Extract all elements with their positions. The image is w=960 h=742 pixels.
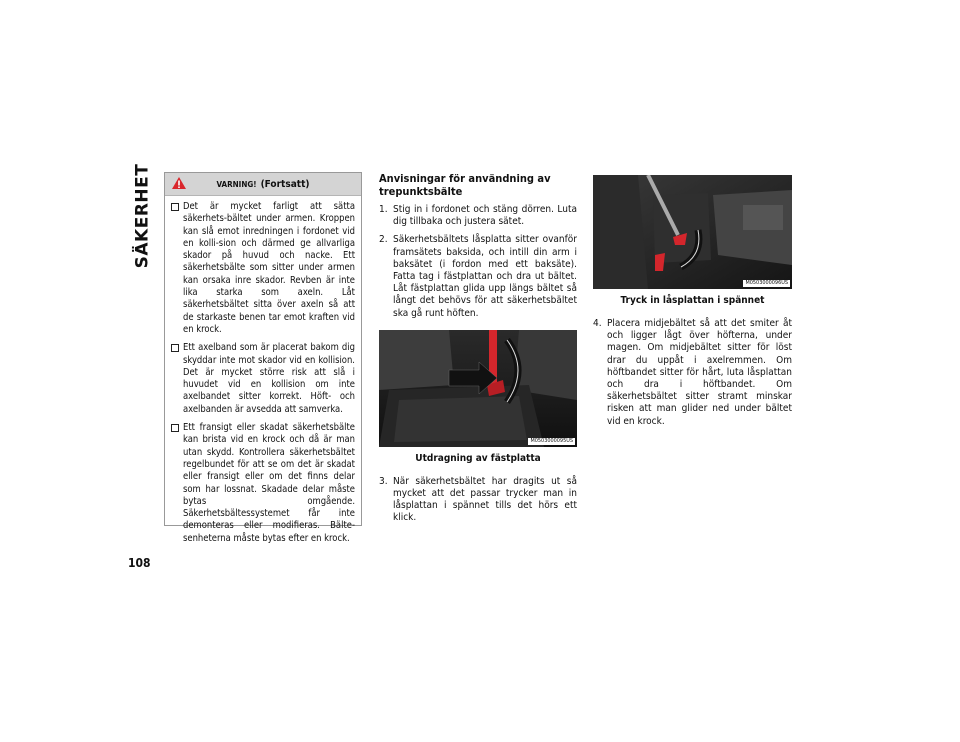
step-1: 1. Stig in i fordonet och stäng dörren. Luta dig tillbaka och justera sätet. [379,204,577,228]
figure-pull-latch [379,330,577,464]
side-tab [128,163,156,269]
warning-box [164,172,362,544]
section-title: Anvisningar för användning av trepunktsbälte [379,172,551,198]
page-number: 108 [128,556,151,570]
column-right [593,175,792,434]
warning-item: Det är mycket farligt att sätta säkerhets-bältet under armen. Kroppen kan slå emot inredningen i fordonet vid en kolli-sion och därmed ge allvarliga skador på huvud och nacke. Ett säkerhetsbälte som sitter under armen kan orsaka inre skador. Revben är inte lika starka som axeln. Låt säkerhetsbältet sitta över axeln så att de starkaste benen tar emot kraften vid en krock. [171,201,355,336]
warning-item: Ett fransigt eller skadat säkerhetsbälte kan brista vid en krock och då är man utan skydd. Kontrollera säkerhetsbältet regelbundet för att se om det är skadat eller fransigt eller om det finns delar som har lossnat. Skadade delar måste bytas omgående. Säkerhetsbältessystemet får inte demonteras eller modifieras. Bälte-senheterna måste bytas efter en krock. [171,422,355,545]
step-4: 4. Placera midjebältet så att det smiter åt och ligger lågt över höfterna, under magen. Om midjebältet sitter för löst drar du uppåt i axelremmen. Om höftbandet sitter för hårt, luta låsplattan och dra i höftbandet. Om säkerhetsbältet sitter stramt minskar risken att man glider ned under bältet vid en krock. [593,318,792,427]
warning-item: Ett axelband som är placerat bakom dig skyddar inte mot skador vid en kollision. Det är mycket större risk att slå i huvudet vid en kollision om inte axelbandet sitter korrekt. Höft- och axelbanden är avsedda att samverka. [171,342,355,416]
side-tab-label: SÄKERHET [132,163,152,269]
step-3: 3. När säkerhetsbältet har dragits ut så mycket att det passar trycker man in låsplattan i spännet tills det hörs ett klick. [379,475,577,524]
warning-title: VARNING! [216,179,257,189]
checkbox-bullet-icon [171,344,179,352]
column-instructions [379,172,577,531]
step-2: 2. Säkerhetsbältets låsplatta sitter ovanför framsätets baksida, och intill din arm i baksätet (i fordon med ett baksäte). Fatta tag i fästplattan och dra ut bältet. Låt fästplattan glida upp längs bältet så långt det behövs för att säkerhetsbältet ska gå runt höften. [379,234,577,319]
seatbelt-buckle-photo [593,175,792,289]
warning-list [165,201,361,545]
checkbox-bullet-icon [171,203,179,211]
warning-icon [171,176,187,190]
checkbox-bullet-icon [171,424,179,432]
photo-code: M0503000095US [530,437,573,444]
figure-caption: Tryck in låsplattan i spännet [620,295,765,306]
seatbelt-pull-photo [379,330,577,447]
warning-continued: (Fortsatt) [260,178,310,190]
photo-code: M0503000096US [745,280,788,286]
figure-caption: Utdragning av fästplatta [415,452,541,464]
figure-push-latch [593,175,792,306]
warning-header [165,173,361,196]
